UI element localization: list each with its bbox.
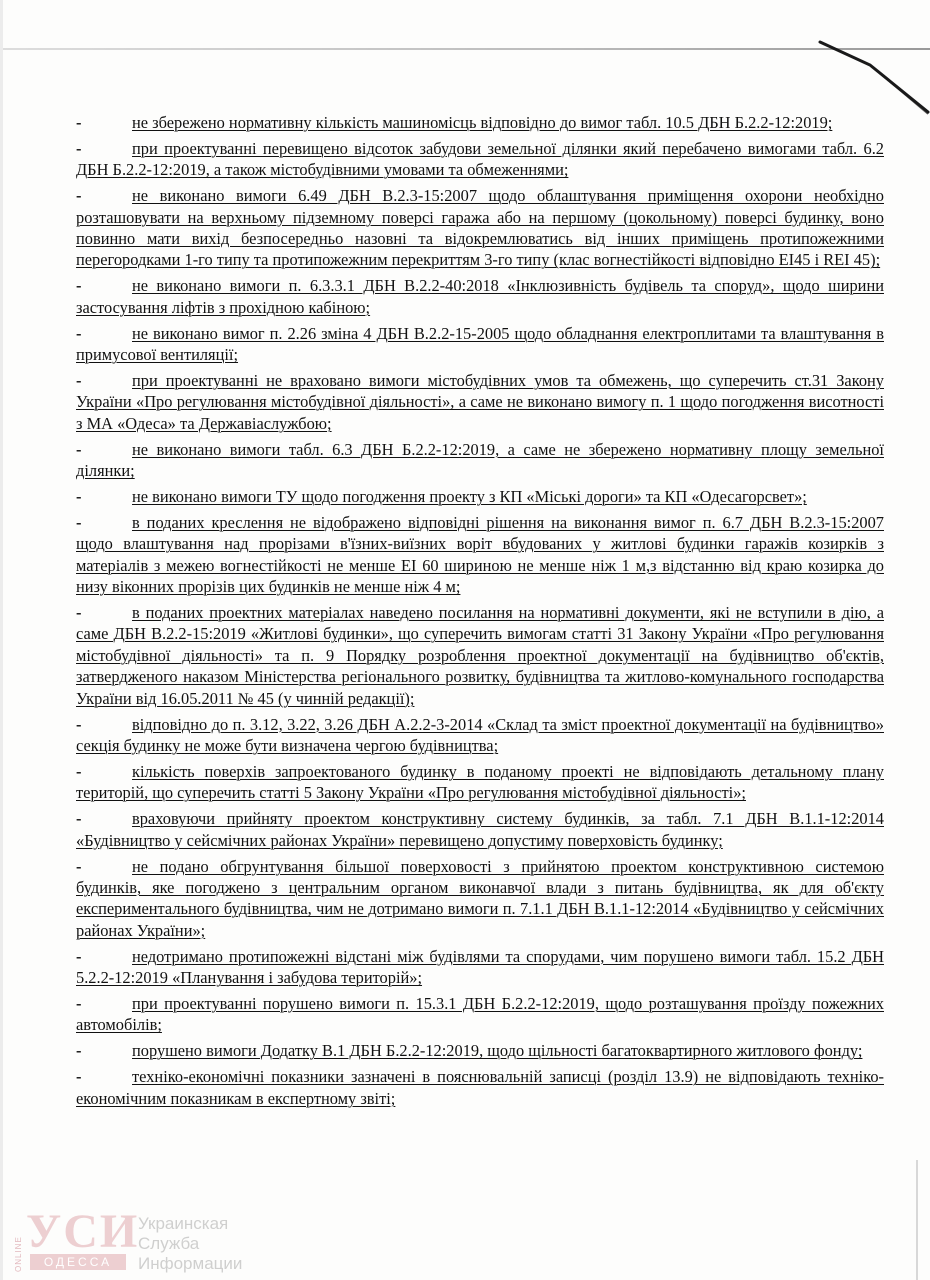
list-item	[76, 486, 884, 507]
watermark-agency-name	[138, 1214, 242, 1274]
list-item-text: порушено вимоги Додатку В.1 ДБН Б.2.2-12:2019, щодо щільності багатоквартирного житлового фонду;	[132, 1041, 863, 1061]
scan-edge-top	[0, 48, 930, 50]
list-item-dash: -	[76, 439, 82, 459]
list-item-text: при проектуванні порушено вимоги п. 15.3.1 ДБН Б.2.2-12:2019, щодо розташування проїзду пожежних автомобілів;	[76, 993, 884, 1035]
list-item	[76, 856, 884, 942]
list-item	[76, 714, 884, 757]
list-item-dash: -	[76, 186, 82, 206]
list-item	[76, 275, 884, 318]
list-item-dash: -	[76, 487, 82, 506]
list-item	[76, 439, 884, 482]
list-item	[76, 602, 884, 709]
list-item	[76, 761, 884, 804]
list-item-text: кількість поверхів запроектованого будинку в поданому проекті не відповідають детальному плану територій, що суперечить статті 5 Закону України «Про регулювання містобудівної діяльності»;	[76, 761, 884, 803]
list-item-dash: -	[76, 856, 82, 876]
list-item-text: не подано обгрунтування більшої поверховості з прийнятою проектом конструктивною системою будинків, яке погоджено з центральним органом виконавчої влади з питань будівництва, як для об'єкту експериментального будівництва, чим не дотримано вимоги п. 7.1.1 ДБН В.1.1-12:2014 «Будівництво у сейсмічних районах України»;	[76, 856, 884, 940]
list-item-text: не збережено нормативну кількість машиномісць відповідно до вимог табл. 10.5 ДБН Б.2.2-12:2019;	[132, 113, 833, 132]
list-item-text: не виконано вимоги п. 6.3.3.1 ДБН В.2.2-40:2018 «Інклюзивність будівель та споруд», щодо ширини застосування ліфтів з прохідною кабіною;	[76, 276, 884, 317]
watermark-name-line: Украинская	[138, 1214, 229, 1233]
list-item	[76, 993, 884, 1036]
list-item-dash: -	[76, 1041, 82, 1061]
list-item-dash: -	[76, 809, 82, 829]
watermark-logo: УСИ	[26, 1205, 140, 1258]
list-item-dash: -	[76, 993, 82, 1013]
list-item-text: при проектуванні не враховано вимоги містобудівних умов та обмежень, що суперечить ст.31 Закону України «Про регулювання містобудівної діяльності», а саме не виконано вимогу п. 1 щодо погодження висотності з МА «Одеса» та Державіаслужбою;	[76, 370, 884, 433]
list-item-dash: -	[76, 1067, 82, 1087]
list-item-text: при проектуванні перевищено відсоток забудови земельної ділянки який перебачено вимогами табл. 6.2 ДБН Б.2.2-12:2019, а також містобудівними умовами та обмеженнями;	[76, 138, 884, 180]
list-item-text: враховуючи прийняту проектом конструктивну систему будинків, за табл. 7.1 ДБН В.1.1-12:2014 «Будівництво у сейсмічних районах України» перевищено допустиму поверховість будинку;	[76, 809, 884, 850]
list-item-text: техніко-економічні показники зазначені в пояснювальній записці (розділ 13.9) не відповідають техніко-економічним показникам в експертному звіті;	[76, 1067, 884, 1108]
list-item	[76, 370, 884, 434]
list-item-text: в поданих проектних матеріалах наведено посилання на нормативні документи, які не вступили в дію, а саме ДБН В.2.2-15:2019 «Житлові будинки», що суперечить вимогам статті 31 Закону України «Про регулювання містобудівної діяльності» та п. 9 Порядку розроблення проектної документації на будівництво об'єктів, затвердженого наказом Міністерства регіонального розвитку, будівництва та житлово-комунального господарства України від 16.05.2011 № 45 (у чинній редакції);	[76, 603, 884, 708]
list-item	[76, 808, 884, 851]
list-item-text: не виконано вимоги 6.49 ДБН В.2.3-15:2007 щодо облаштування приміщення охорони необхідно розташовувати на верхньому підземному поверсі гаража або на першому (цокольному) поверсі будинку, воно повинно мати вихід безпосередньо назовні та відокремлюватись від інших приміщень протипожежними перегородками 1-го типу та протипожежним перекриттям 3-го типу (клас вогнестійкості відповідно ЕІ45 і REI 45);	[76, 186, 884, 270]
document-body	[76, 112, 884, 1113]
list-item-dash: -	[76, 603, 82, 623]
watermark-city: ОДЕССА	[30, 1254, 126, 1270]
list-item-text: недотримано протипожежні відстані між будівлями та спорудами, чим порушено вимоги табл. 15.2 ДБН 5.2.2-12:2019 «Планування і забудова територій»;	[76, 946, 884, 988]
list-item-dash: -	[76, 761, 82, 781]
watermark-name-line: Информации	[138, 1254, 243, 1273]
list-item-text: не виконано вимоги табл. 6.3 ДБН Б.2.2-12:2019, а саме не збережено нормативну площу земельної ділянки;	[76, 439, 884, 481]
usi-watermark	[14, 1205, 274, 1278]
list-item	[76, 185, 884, 271]
list-item-dash: -	[76, 946, 82, 966]
list-item-text: не виконано вимог п. 2.26 зміна 4 ДБН В.2.2-15-2005 щодо обладнання електроплитами та влаштування в примусової вентиляції;	[76, 323, 884, 365]
scan-edge-left	[0, 0, 3, 1280]
list-item-dash: -	[76, 113, 82, 132]
list-item	[76, 138, 884, 181]
list-item-dash: -	[76, 714, 82, 734]
list-item	[76, 946, 884, 989]
watermark-online-label: ONLINE	[14, 1236, 23, 1272]
list-item-dash: -	[76, 138, 82, 158]
list-item-text: не виконано вимоги ТУ щодо погодження проекту з КП «Міські дороги» та КП «Одесагорсвет»;	[132, 487, 807, 506]
list-item	[76, 512, 884, 598]
list-item-dash: -	[76, 276, 82, 296]
list-item	[76, 323, 884, 366]
scan-edge-right	[916, 1160, 918, 1280]
list-item-text: відповідно до п. 3.12, 3.22, 3.26 ДБН А.2.2-3-2014 «Склад та зміст проектної документації на будівництво» секція будинку не може бути визначена чергою будівництва;	[76, 714, 884, 755]
list-item	[76, 1040, 884, 1061]
list-item-text: в поданих креслення не відображено відповідні рішення на виконання вимог п. 6.7 ДБН В.2.3-15:2007 щодо влаштування над прорізами в'їзних-виїзних воріт вбудованих у житлові будинки гаражів козирків з матеріалів з межею вогнестійкості не менше ЕІ 60 шириною не менше ніж 1 м,з відстанню від краю козирка до низу віконних прорізів цих будинків не менше ніж 4 м;	[76, 512, 884, 597]
list-item-dash: -	[76, 512, 82, 532]
list-item	[76, 1066, 884, 1109]
list-item	[76, 112, 884, 133]
list-item-dash: -	[76, 323, 82, 343]
list-item-dash: -	[76, 370, 82, 390]
watermark-name-line: Служба	[138, 1234, 200, 1253]
